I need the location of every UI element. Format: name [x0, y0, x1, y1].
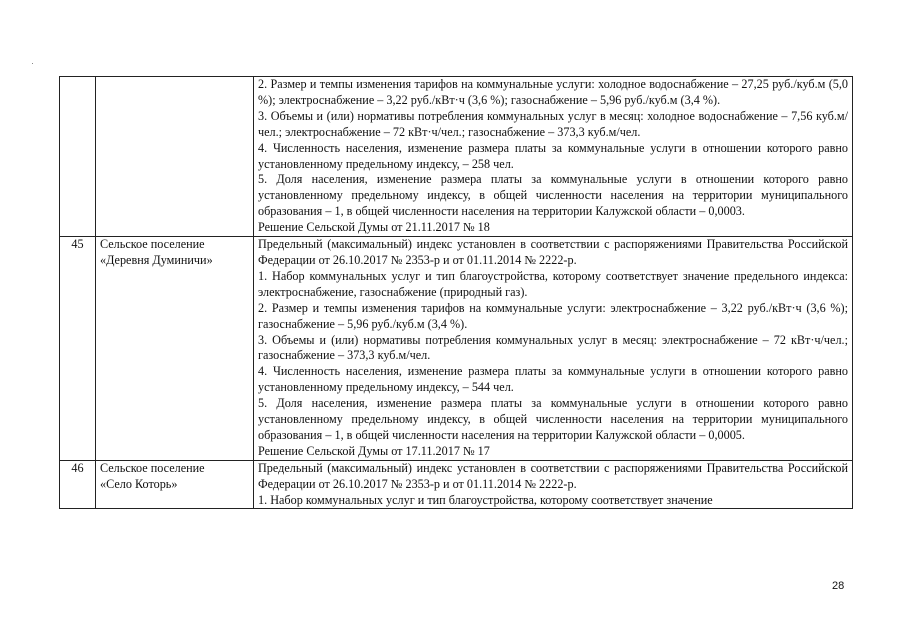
decision-reference: Решение Сельской Думы от 21.11.2017 № 18 [258, 220, 490, 235]
table-row [60, 77, 853, 237]
paragraph: Предельный (максимальный) индекс установлен в соответствии с распоряжениями Правительства Российской Федерации от 26.10.2017 № 2353-р и от 01.11.2014 № 2222-р. [258, 460, 848, 491]
tariff-table [59, 76, 853, 509]
paragraph: 3. Объемы и (или) нормативы потребления коммунальных услуг в месяц: холодное водоснабжение – 7,56 куб.м/чел.; электроснабжение – 72 кВт·ч/чел.; газоснабжение – 373,3 куб.м/чел. [258, 108, 848, 139]
settlement-type: Сельское поселение [100, 237, 205, 252]
table-row [60, 460, 853, 509]
settlement-name-cell [96, 460, 254, 509]
paragraph: 2. Размер и темпы изменения тарифов на коммунальные услуги: электроснабжение – 3,22 руб./кВт·ч (3,6 %); газоснабжение – 5,96 руб./куб.м (3,4 %). [258, 300, 848, 331]
row-number-cell: 46 [60, 460, 96, 509]
paragraph: 5. Доля населения, изменение размера платы за коммунальные услуги в отношении которого равно установленному предельному индексу, в общей численности населения на территории муниципального образования – 1, в общей численности населения на территории Калужской области – 0,0005. [258, 396, 848, 442]
paragraph: 1. Набор коммунальных услуг и тип благоустройства, которому соответствует значение предельного индекса: электроснабжение, газоснабжение (природный газ). [258, 268, 848, 299]
settlement-title: «Деревня Думиничи» [100, 252, 213, 267]
page-number: 28 [832, 580, 845, 592]
settlement-title: «Село Которь» [100, 476, 178, 491]
decision-reference: Решение Сельской Думы от 17.11.2017 № 17 [258, 443, 490, 458]
row-number-cell [60, 77, 96, 237]
paragraph: 5. Доля населения, изменение размера платы за коммунальные услуги в отношении которого равно установленному предельному индексу, в общей численности населения на территории муниципального образования – 1, в общей численности населения на территории Калужской области – 0,0003. [258, 172, 848, 219]
settlement-type: Сельское поселение [100, 460, 205, 475]
table-row [60, 237, 853, 461]
description-cell [254, 237, 853, 461]
settlement-name-cell [96, 237, 254, 461]
paragraph: 1. Набор коммунальных услуг и тип благоустройства, которому соответствует значение [258, 492, 713, 507]
description-cell [254, 77, 853, 237]
scan-dot [32, 63, 33, 64]
paragraph: 3. Объемы и (или) нормативы потребления коммунальных услуг в месяц: электроснабжение – 72 кВт·ч/чел.; газоснабжение – 373,3 куб.м/чел. [258, 332, 848, 363]
paragraph: Предельный (максимальный) индекс установлен в соответствии с распоряжениями Правительства Российской Федерации от 26.10.2017 № 2353-р и от 01.11.2014 № 2222-р. [258, 237, 848, 267]
description-cell [254, 460, 853, 509]
paragraph: 4. Численность населения, изменение размера платы за коммунальные услуги в отношении которого равно установленному предельному индексу, – 258 чел. [258, 140, 848, 171]
paragraph: 2. Размер и темпы изменения тарифов на коммунальные услуги: холодное водоснабжение – 27,25 руб./куб.м (5,0 %); электроснабжение – 3,22 руб./кВт·ч (3,6 %); газоснабжение – 5,96 руб./куб.м (3,4 %). [258, 77, 848, 107]
paragraph: 4. Численность населения, изменение размера платы за коммунальные услуги в отношении которого равно установленному предельному индексу, – 544 чел. [258, 364, 848, 395]
settlement-name-cell [96, 77, 254, 237]
row-number-cell: 45 [60, 237, 96, 461]
